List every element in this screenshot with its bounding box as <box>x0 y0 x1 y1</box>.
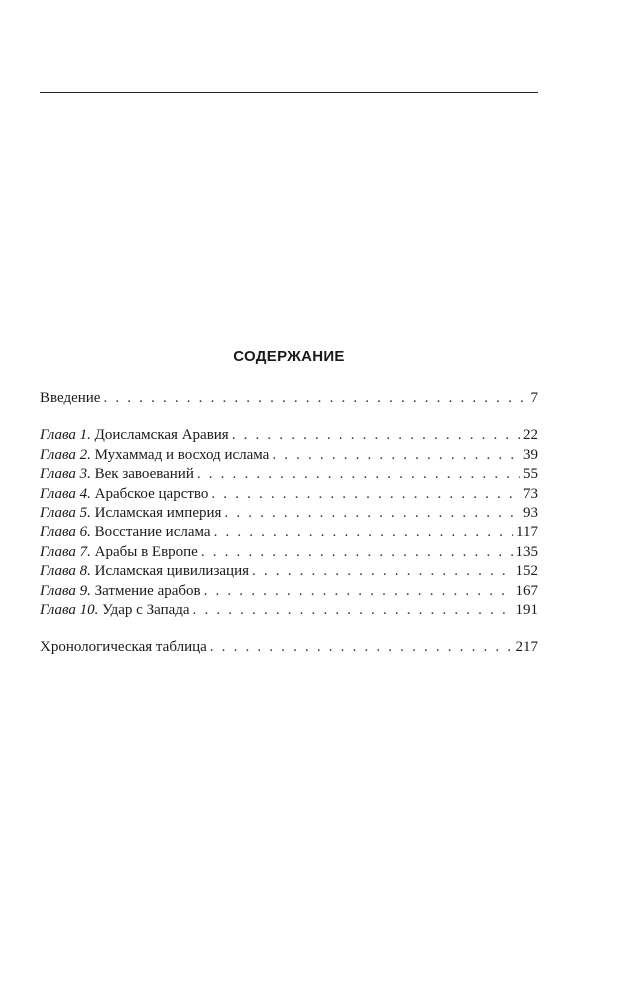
toc-entry-label: Введение <box>40 390 101 406</box>
toc-entry-chapter-3[interactable] <box>40 465 538 484</box>
toc-page-number: 93 <box>523 505 538 522</box>
toc-entry-label <box>40 523 211 542</box>
toc-entry-label <box>40 446 269 465</box>
chapter-number: Глава 5. <box>40 505 91 522</box>
toc-entry-chapter-6[interactable] <box>40 523 538 542</box>
toc-entry-label <box>40 543 198 562</box>
top-rule <box>40 92 538 93</box>
toc-entry-chapter-5[interactable] <box>40 504 538 523</box>
chapter-number: Глава 9. <box>40 582 91 599</box>
toc-entry-label <box>40 465 194 484</box>
chapter-number: Глава 8. <box>40 563 91 580</box>
toc-leader-dots <box>252 562 513 581</box>
toc-entry-chapter-8[interactable] <box>40 562 538 581</box>
toc-leader-dots <box>272 446 520 465</box>
chapter-title: Удар с Запада <box>102 602 190 619</box>
toc-entry-label: Хронологическая таблица <box>40 639 207 656</box>
chapter-title: Мухаммад и восход ислама <box>94 446 270 463</box>
toc-page-number: 73 <box>523 485 538 502</box>
toc-page-number: 7 <box>530 390 538 406</box>
toc-leader-dots <box>201 543 513 562</box>
toc-entry-label <box>40 504 221 523</box>
chapter-title: Арабы в Европе <box>94 543 198 560</box>
toc-page-number: 22 <box>523 427 538 444</box>
chapter-title: Век завоеваний <box>94 466 194 483</box>
toc-leader-dots <box>214 523 513 542</box>
toc-entry-label <box>40 562 249 581</box>
chapter-number: Глава 3. <box>40 466 91 483</box>
toc-entry-appendix[interactable] <box>40 638 538 657</box>
toc-entry-chapter-1[interactable] <box>40 426 538 445</box>
toc-leader-dots <box>204 582 513 601</box>
toc-page-number: 167 <box>515 582 538 599</box>
toc-leader-dots <box>197 465 520 484</box>
toc-page-number: 217 <box>515 639 538 656</box>
chapter-title: Исламская цивилизация <box>94 563 249 580</box>
page-title: СОДЕРЖАНИЕ <box>233 348 345 365</box>
toc-entry-chapter-2[interactable] <box>40 446 538 465</box>
toc-entry-chapter-7[interactable] <box>40 543 538 562</box>
toc-entry-label <box>40 426 229 445</box>
toc-page-number: 55 <box>523 466 538 483</box>
toc-page-number: 135 <box>515 543 538 560</box>
chapter-title: Исламская империя <box>94 505 222 522</box>
toc-entry-chapter-10[interactable] <box>40 601 538 620</box>
chapter-list <box>40 426 538 620</box>
toc-entry-chapter-9[interactable] <box>40 582 538 601</box>
chapter-number: Глава 1. <box>40 427 91 444</box>
toc-leader-dots <box>103 389 527 408</box>
toc-page-number: 117 <box>516 524 538 541</box>
chapter-title: Восстание ислама <box>94 524 211 541</box>
toc-entry-label <box>40 582 201 601</box>
chapter-number: Глава 10. <box>40 602 99 619</box>
toc-entry-label <box>40 601 190 620</box>
toc-page-number: 152 <box>515 563 538 580</box>
toc-page-number: 39 <box>523 446 538 463</box>
toc-leader-dots <box>210 638 513 657</box>
chapter-number: Глава 2. <box>40 446 91 463</box>
toc-leader-dots <box>193 601 513 620</box>
toc-leader-dots <box>211 485 520 504</box>
toc-leader-dots <box>232 426 520 445</box>
toc-entry-chapter-4[interactable] <box>40 485 538 504</box>
table-of-contents <box>40 389 538 658</box>
chapter-title: Доисламская Аравия <box>94 427 229 444</box>
chapter-number: Глава 4. <box>40 485 91 502</box>
chapter-title: Арабское царство <box>94 485 209 502</box>
toc-entry-intro[interactable] <box>40 389 538 408</box>
chapter-number: Глава 6. <box>40 524 91 541</box>
toc-entry-label <box>40 485 208 504</box>
toc-page-number: 191 <box>515 602 538 619</box>
toc-leader-dots <box>224 504 520 523</box>
chapter-title: Затмение арабов <box>94 582 201 599</box>
chapter-number: Глава 7. <box>40 543 91 560</box>
